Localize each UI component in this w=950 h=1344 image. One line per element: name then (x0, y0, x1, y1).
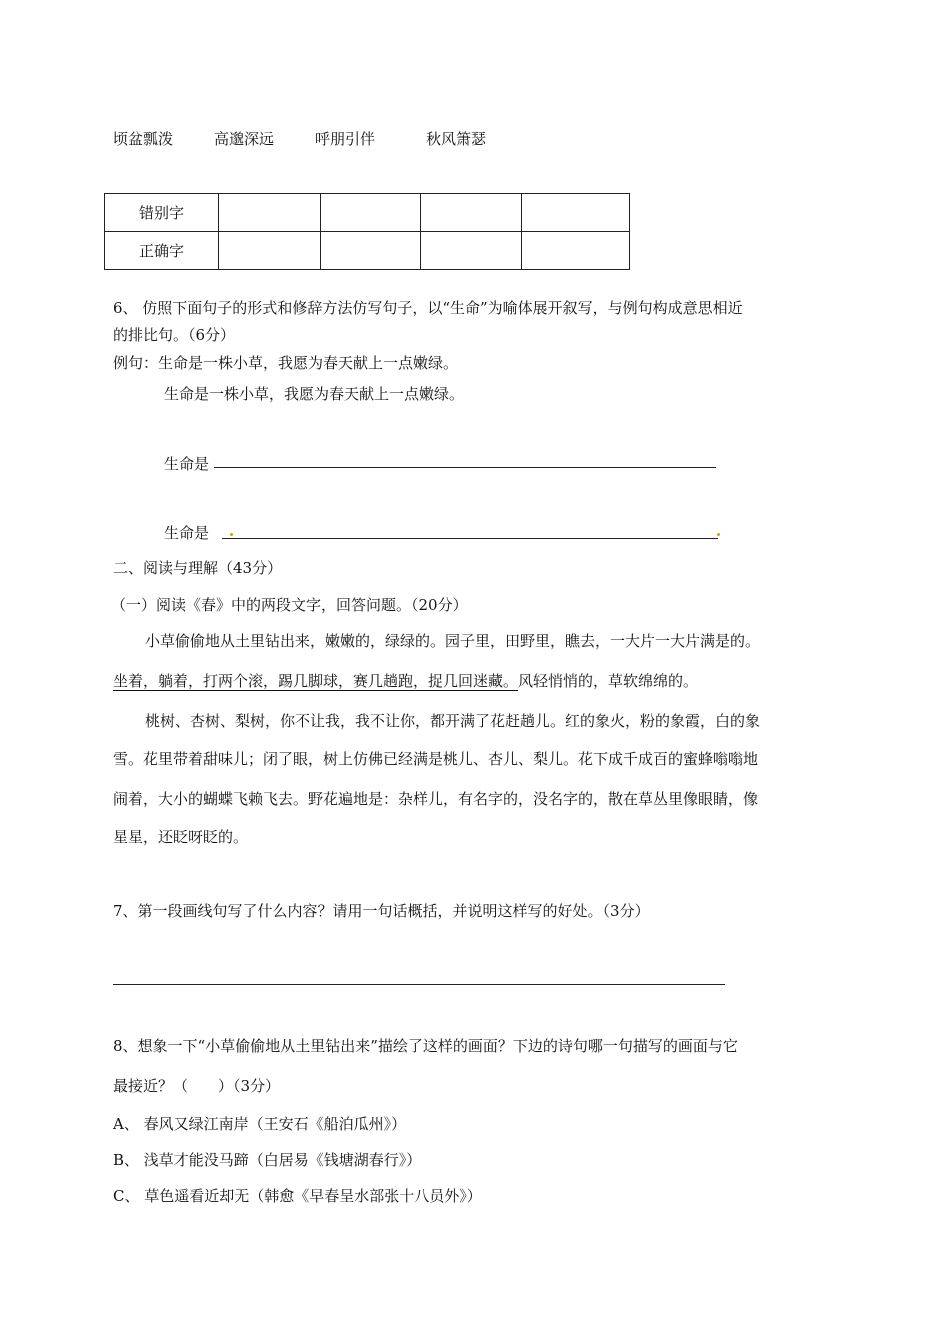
table-cell[interactable] (219, 194, 321, 232)
table-cell[interactable] (321, 232, 421, 270)
q6-answer-line-1[interactable] (214, 467, 716, 468)
q7-answer-line[interactable] (113, 984, 725, 985)
passage-p2-line2: 雪。花里带着甜味儿；闭了眼，树上仿佛已经满是桃儿、杏儿、梨儿。花下成千成百的蜜蜂嗡嗡地 (113, 750, 759, 768)
word-item: 顷盆瓢泼 (113, 130, 174, 148)
q6-example: 例句：生命是一株小草，我愿为春天献上一点嫩绿。 (113, 354, 459, 372)
table-cell[interactable] (522, 232, 630, 270)
passage-p2-line1: 桃树、杏树、梨树，你不让我，我不让你，都开满了花赶趟儿。红的象火，粉的象霞，白的象 (145, 712, 761, 730)
yellow-mark (230, 533, 233, 536)
underlined-sentence: 坐着，躺着，打两个滚，踢几脚球，赛几趟跑，捉几回迷藏。 (113, 672, 519, 690)
table-row (105, 194, 630, 232)
q8-line1: 8、想象一下“小草偷偷地从土里钻出来”描绘了这样的画面？下边的诗句哪一句描写的画面与它 (113, 1037, 738, 1055)
q6-answer-line-2[interactable] (222, 538, 718, 539)
table-cell[interactable] (421, 232, 522, 270)
table-cell[interactable] (219, 232, 321, 270)
table-cell[interactable] (321, 194, 421, 232)
word-list (113, 128, 486, 149)
table-cell[interactable] (522, 194, 630, 232)
word-item: 秋风箫瑟 (426, 130, 487, 148)
word-item: 高邈深远 (214, 130, 275, 148)
q6-blank1-prefix: 生命是 (164, 455, 210, 473)
subsection-title: （一）阅读《春》中的两段文字，回答问题。（20分） (111, 596, 468, 614)
q6-line2: 的排比句。（6分） (113, 326, 236, 344)
passage-p1-line1: 小草偷偷地从土里钻出来，嫩嫩的，绿绿的。园子里，田野里，瞧去，一大片一大片满是的。 (145, 632, 761, 650)
q8-option-a: A、 春风又绿江南岸（王安石《船泊瓜州》） (113, 1115, 407, 1133)
q8-line2: 最接近？（ ）（3分） (113, 1077, 281, 1095)
passage-p2-line3: 闹着，大小的蝴蝶飞赖飞去。野花遍地是：杂样儿，有名字的，没名字的，散在草丛里像眼睛，像 (113, 790, 759, 808)
q8-option-c: C、 草色遥看近却无（韩愈《早春呈水部张十八员外》） (113, 1187, 482, 1205)
section-title: 二、阅读与理解（43分） (113, 559, 283, 577)
passage-text: 风轻悄悄的，草软绵绵的。 (518, 672, 699, 690)
passage-p1-line2 (113, 670, 698, 691)
q8-option-b: B、 浅草才能没马蹄（白居易《钱塘湖春行》） (113, 1151, 422, 1169)
yellow-mark (717, 533, 720, 536)
table-row (105, 232, 630, 270)
correction-table (104, 193, 630, 270)
table-cell[interactable] (421, 194, 522, 232)
row-label: 错别字 (105, 194, 219, 232)
q6-line1: 6、 仿照下面句子的形式和修辞方法仿写句子，以“生命”为喻体展开叙写，与例句构成意思相近 (113, 299, 743, 317)
passage-p2-line4: 星星，还眨呀眨的。 (113, 828, 249, 846)
q6-example-repeat: 生命是一株小草，我愿为春天献上一点嫩绿。 (164, 385, 465, 403)
q7-text: 7、第一段画线句写了什么内容？请用一句话概括，并说明这样写的好处。（3分） (113, 902, 650, 920)
word-item: 呼朋引伴 (315, 130, 376, 148)
row-label: 正确字 (105, 232, 219, 270)
q6-blank2-prefix: 生命是 (164, 524, 210, 542)
